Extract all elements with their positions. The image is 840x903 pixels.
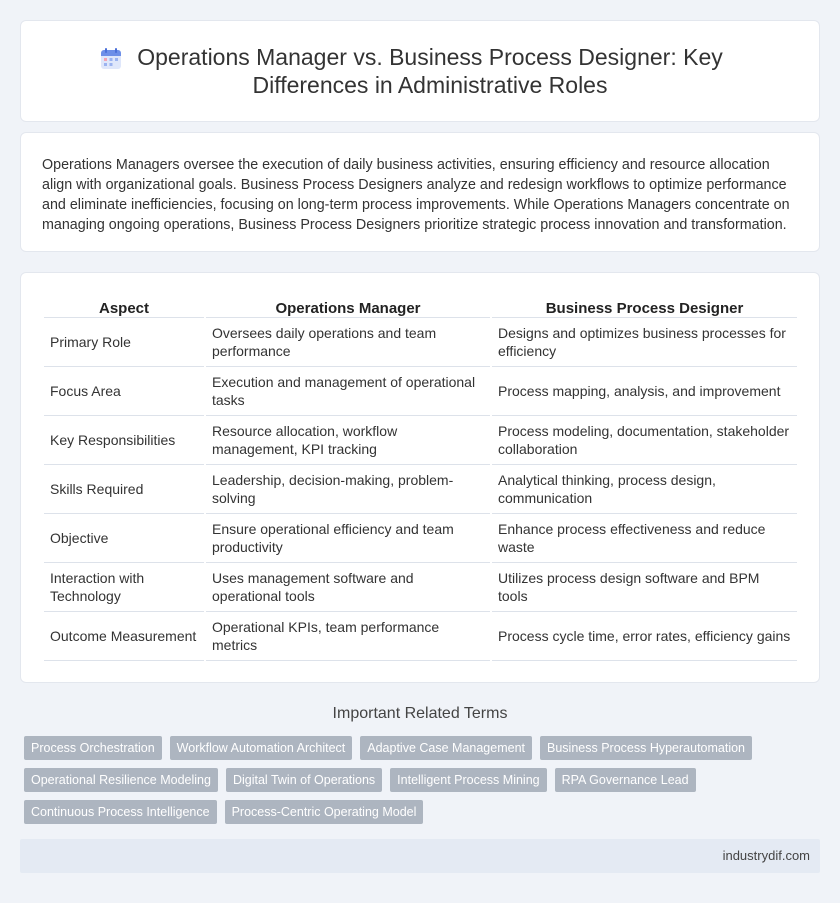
related-term-tag[interactable]: Workflow Automation Architect (170, 736, 353, 760)
table-row (44, 514, 797, 563)
column-header-business-process-designer: Business Process Designer (492, 296, 797, 318)
related-term-tag[interactable]: Digital Twin of Operations (226, 768, 382, 792)
related-term-tag[interactable]: Process Orchestration (24, 736, 162, 760)
column-header-aspect: Aspect (44, 296, 204, 318)
related-term-tag[interactable]: Continuous Process Intelligence (24, 800, 217, 824)
table-row (44, 612, 797, 661)
related-terms-heading: Important Related Terms (332, 705, 508, 722)
row-business-process-designer: Utilizes process design software and BPM tools (492, 563, 797, 612)
row-aspect: Focus Area (44, 367, 204, 416)
row-operations-manager: Operational KPIs, team performance metrics (206, 612, 490, 661)
table-row (44, 465, 797, 514)
row-operations-manager: Uses management software and operational tools (206, 563, 490, 612)
footer-bar (20, 839, 820, 873)
footer-site-link[interactable]: industrydif.com (722, 848, 810, 863)
table-row (44, 367, 797, 416)
table-header-row (44, 296, 797, 318)
title-card (20, 20, 820, 122)
row-business-process-designer: Process mapping, analysis, and improvement (492, 367, 797, 416)
row-business-process-designer: Process cycle time, error rates, efficiency gains (492, 612, 797, 661)
row-operations-manager: Resource allocation, workflow management, KPI tracking (206, 416, 490, 465)
row-business-process-designer: Designs and optimizes business processes for efficiency (492, 318, 797, 367)
column-header-operations-manager: Operations Manager (206, 296, 490, 318)
related-term-tag[interactable]: Business Process Hyperautomation (540, 736, 752, 760)
row-aspect: Outcome Measurement (44, 612, 204, 661)
row-aspect: Objective (44, 514, 204, 563)
row-aspect: Skills Required (44, 465, 204, 514)
table-row (44, 318, 797, 367)
row-aspect: Interaction with Technology (44, 563, 204, 612)
intro-card (20, 132, 820, 252)
table-row (44, 563, 797, 612)
related-term-tag[interactable]: Adaptive Case Management (360, 736, 532, 760)
row-business-process-designer: Process modeling, documentation, stakeholder collaboration (492, 416, 797, 465)
related-terms-list (24, 736, 784, 824)
row-operations-manager: Execution and management of operational tasks (206, 367, 490, 416)
row-operations-manager: Ensure operational efficiency and team productivity (206, 514, 490, 563)
intro-paragraph: Operations Managers oversee the execution of daily business activities, ensuring efficiency and resource allocation align with organizational goals. Business Process Designers analyze and redesign workflows to optimize performance and eliminate inefficiencies, focusing on long-term process improvements. While Operations Managers concentrate on managing ongoing operations, Business Process Designers prioritize strategic process innovation and transformation. (42, 157, 790, 233)
related-term-tag[interactable]: Process-Centric Operating Model (225, 800, 424, 824)
related-term-tag[interactable]: RPA Governance Lead (555, 768, 696, 792)
related-term-tag[interactable]: Operational Resilience Modeling (24, 768, 218, 792)
related-term-tag[interactable]: Intelligent Process Mining (390, 768, 546, 792)
row-operations-manager: Leadership, decision-making, problem-solving (206, 465, 490, 514)
row-aspect: Primary Role (44, 318, 204, 367)
row-business-process-designer: Analytical thinking, process design, communication (492, 465, 797, 514)
row-operations-manager: Oversees daily operations and team performance (206, 318, 490, 367)
comparison-table (42, 296, 799, 661)
row-business-process-designer: Enhance process effectiveness and reduce waste (492, 514, 797, 563)
table-row (44, 416, 797, 465)
comparison-card (20, 272, 820, 683)
row-aspect: Key Responsibilities (44, 416, 204, 465)
page-title: Operations Manager vs. Business Process Designer: Key Differences in Administrative Roles (137, 44, 723, 98)
